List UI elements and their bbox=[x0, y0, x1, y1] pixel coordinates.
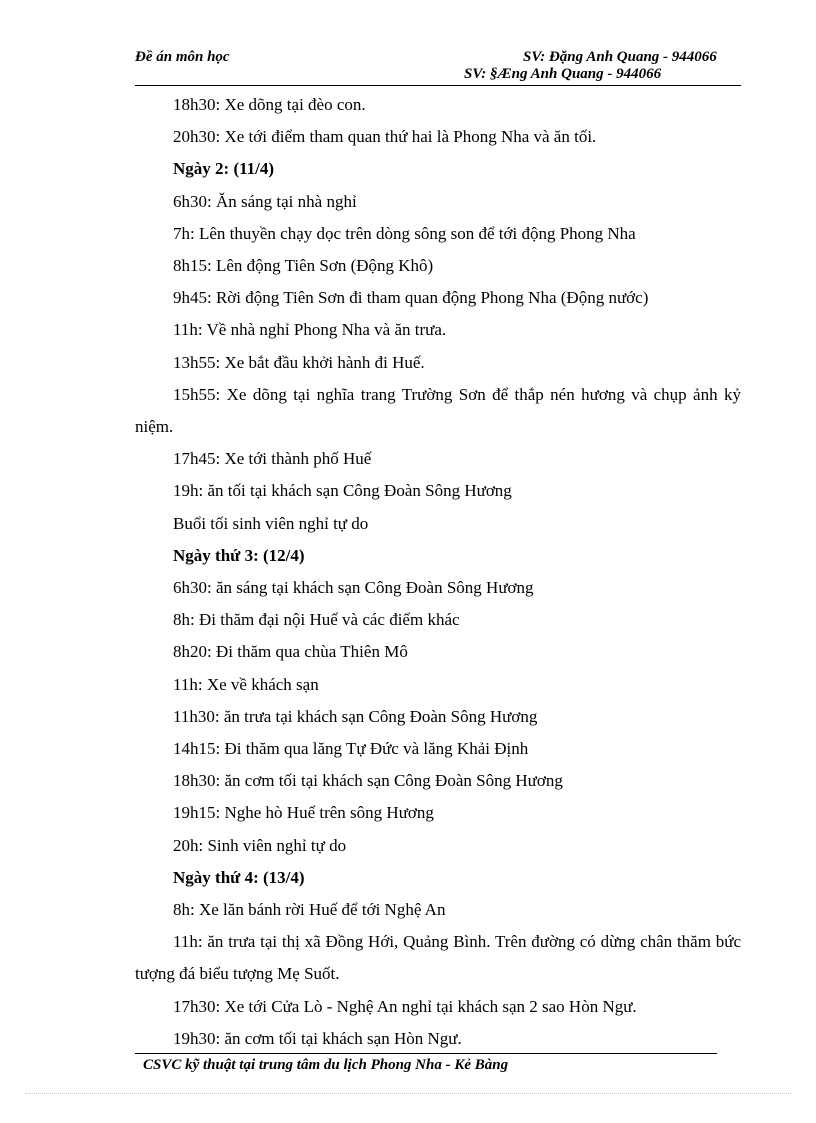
itinerary-line: 8h15: Lên động Tiên Sơn (Động Khô) bbox=[173, 256, 434, 276]
itinerary-line: 18h30: Xe dõng tại đèo con. bbox=[173, 95, 366, 114]
header-student-garbled: SV: §Æng Anh Quang - 944066 bbox=[464, 66, 662, 82]
itinerary-line: 17h30: Xe tới Cửa Lò - Nghệ An nghỉ tại khách sạn 2 sao Hòn Ngư. bbox=[173, 996, 637, 1016]
footer-rule bbox=[135, 1053, 717, 1054]
itinerary-line: 19h: ăn tối tại khách sạn Công Đoàn Sông Hương bbox=[173, 481, 512, 501]
page-edge-dots bbox=[25, 1093, 791, 1094]
itinerary-line: 9h45: Rời động Tiên Sơn đi tham quan động Phong Nha (Động nước) bbox=[173, 288, 649, 308]
itinerary-line: 11h30: ăn trưa tại khách sạn Công Đoàn Sông Hương bbox=[173, 706, 538, 726]
header-rule bbox=[135, 85, 741, 86]
itinerary-line: 20h: Sinh viên nghỉ tự do bbox=[173, 835, 347, 855]
itinerary-line: 8h: Đi thăm đại nội Huế và các điểm khác bbox=[173, 610, 460, 630]
itinerary-line: 13h55: Xe bắt đầu khởi hành đi Huế. bbox=[173, 352, 425, 372]
itinerary-line: 6h30: Ăn sáng tại nhà nghỉ bbox=[173, 191, 357, 211]
itinerary-line: 18h30: ăn cơm tối tại khách sạn Công Đoàn Sông Hương bbox=[173, 771, 563, 791]
header-course-title: Đề án môn học bbox=[135, 49, 230, 65]
itinerary-line: 6h30: ăn sáng tại khách sạn Công Đoàn Sông Hương bbox=[173, 578, 534, 598]
header-student: SV: Đặng Anh Quang - 944066 bbox=[523, 49, 717, 65]
itinerary-line: 8h20: Đi thăm qua chùa Thiên Mô bbox=[173, 642, 408, 662]
itinerary-line: 19h15: Nghe hò Huế trên sông Hương bbox=[173, 803, 434, 823]
itinerary-line: 19h30: ăn cơm tối tại khách sạn Hòn Ngư. bbox=[173, 1028, 462, 1048]
itinerary-line: 15h55: Xe dõng tại nghĩa trang Trường Sơn để thắp nén hương và chụp ảnh kỷ niệm. bbox=[135, 384, 741, 437]
footer-title: CSVC kỹ thuật tại trung tâm du lịch Phong Nha - Kẻ Bàng bbox=[143, 1057, 509, 1073]
itinerary-line: 14h15: Đi thăm qua lăng Tự Đức và lăng Khải Định bbox=[173, 739, 529, 759]
day-heading: Ngày thứ 3: (12/4) bbox=[173, 545, 305, 565]
itinerary-body bbox=[135, 89, 741, 1055]
itinerary-line: 11h: Về nhà nghỉ Phong Nha và ăn trưa. bbox=[173, 320, 447, 340]
itinerary-line: Buổi tối sinh viên nghỉ tự do bbox=[173, 513, 369, 533]
itinerary-line: 17h45: Xe tới thành phố Huế bbox=[173, 449, 372, 469]
itinerary-line: 8h: Xe lăn bánh rời Huế để tới Nghệ An bbox=[173, 900, 446, 920]
itinerary-line: 11h: Xe về khách sạn bbox=[173, 674, 319, 694]
itinerary-line: 11h: ăn trưa tại thị xã Đồng Hới, Quảng Bình. Trên đường có dừng chân thăm bức tượng đá biểu tượng Mẹ Suốt. bbox=[135, 932, 741, 984]
day-heading: Ngày 2: (11/4) bbox=[173, 159, 275, 179]
itinerary-line: 20h30: Xe tới điểm tham quan thứ hai là Phong Nha và ăn tối. bbox=[173, 127, 597, 147]
itinerary-line: 7h: Lên thuyền chạy dọc trên dòng sông son để tới động Phong Nha bbox=[173, 223, 636, 243]
day-heading: Ngày thứ 4: (13/4) bbox=[173, 867, 305, 887]
